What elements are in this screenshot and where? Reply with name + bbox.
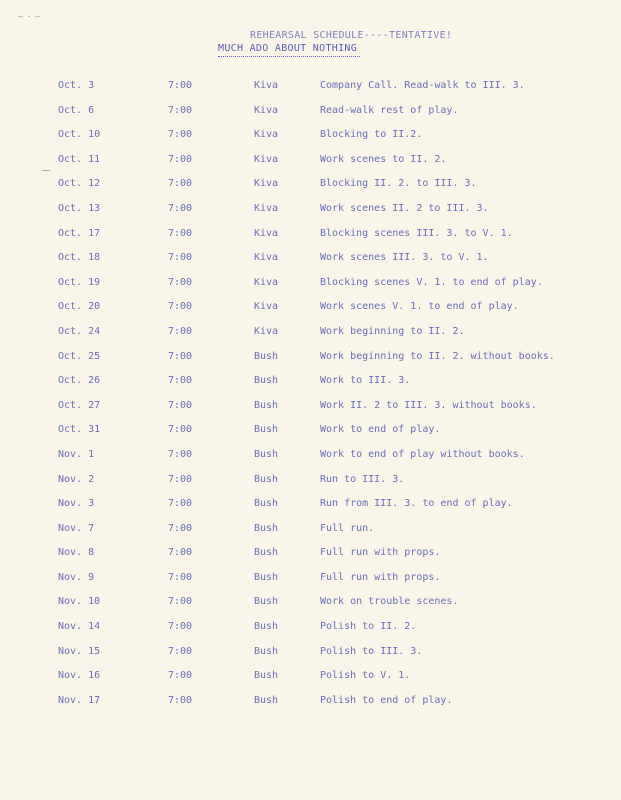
schedule-date: Nov. 9 xyxy=(58,571,95,583)
schedule-date: Oct. 18 xyxy=(58,252,101,264)
schedule-place: Kiva xyxy=(254,325,279,337)
schedule-date: Nov. 1 xyxy=(58,448,95,460)
schedule-time: 7:00 xyxy=(168,202,193,214)
schedule-description: Polish to V. 1. xyxy=(320,670,411,682)
schedule-place: Kiva xyxy=(254,153,279,165)
schedule-place: Kiva xyxy=(254,252,279,264)
schedule-time: 7:00 xyxy=(168,498,193,510)
schedule-description: Work scenes II. 2 to III. 3. xyxy=(320,202,489,214)
schedule-place: Bush xyxy=(254,694,279,706)
schedule-date: Oct. 3 xyxy=(58,80,95,91)
schedule-description: Polish to III. 3. xyxy=(320,645,423,657)
schedule-time: 7:00 xyxy=(168,596,193,608)
schedule-time: 7:00 xyxy=(168,276,193,288)
schedule-time: 7:00 xyxy=(168,547,193,559)
page-title: REHEARSAL SCHEDULE----TENTATIVE! xyxy=(250,30,453,41)
schedule-date: Nov. 10 xyxy=(58,596,101,608)
schedule-date: Nov. 7 xyxy=(58,522,95,534)
schedule-description: Work scenes V. 1. to end of play. xyxy=(320,301,519,313)
schedule-description: Blocking scenes III. 3. to V. 1. xyxy=(320,227,513,239)
schedule-time: 7:00 xyxy=(168,448,193,460)
schedule-date: Nov. 8 xyxy=(58,547,95,559)
schedule-row xyxy=(0,252,621,277)
schedule-row xyxy=(0,695,621,720)
schedule-time: 7:00 xyxy=(168,571,193,583)
schedule-date: Nov. 17 xyxy=(58,694,101,706)
schedule-description: Full run. xyxy=(320,522,375,534)
schedule-row xyxy=(0,547,621,572)
schedule-place: Bush xyxy=(254,498,279,510)
schedule-place: Bush xyxy=(254,547,279,559)
schedule-date: Oct. 12 xyxy=(58,178,101,190)
schedule-row xyxy=(0,375,621,400)
schedule-place: Kiva xyxy=(254,276,279,288)
schedule-description: Read-walk rest of play. xyxy=(320,104,459,116)
corner-mark: — · — xyxy=(18,12,40,21)
schedule-time: 7:00 xyxy=(168,301,193,313)
schedule-time: 7:00 xyxy=(168,424,193,436)
schedule-description: Run from III. 3. to end of play. xyxy=(320,498,513,510)
schedule-time: 7:00 xyxy=(168,694,193,706)
schedule-time: 7:00 xyxy=(168,104,193,116)
schedule-description: Run to III. 3. xyxy=(320,473,405,485)
schedule-row xyxy=(0,424,621,449)
schedule-description: Work scenes III. 3. to V. 1. xyxy=(320,252,489,264)
schedule-date: Nov. 16 xyxy=(58,670,101,682)
schedule-place: Bush xyxy=(254,621,279,633)
schedule-row xyxy=(0,154,621,179)
schedule-place: Kiva xyxy=(254,178,279,190)
schedule-date: Oct. 27 xyxy=(58,399,101,411)
schedule-description: Work beginning to II. 2. xyxy=(320,325,465,337)
schedule-date: Oct. 31 xyxy=(58,424,101,436)
schedule-date: Oct. 19 xyxy=(58,276,101,288)
schedule-time: 7:00 xyxy=(168,670,193,682)
schedule-time: 7:00 xyxy=(168,325,193,337)
schedule-description: Polish to end of play. xyxy=(320,694,453,706)
schedule-place: Kiva xyxy=(254,227,279,239)
schedule-description: Full run with props. xyxy=(320,547,441,559)
schedule-date: Nov. 2 xyxy=(58,473,95,485)
schedule-time: 7:00 xyxy=(168,129,193,141)
schedule-date: Oct. 11 xyxy=(58,153,101,165)
schedule-description: Work on trouble scenes. xyxy=(320,596,459,608)
schedule-date: Oct. 25 xyxy=(58,350,101,362)
schedule-row xyxy=(0,129,621,154)
schedule-place: Kiva xyxy=(254,104,279,116)
schedule-time: 7:00 xyxy=(168,252,193,264)
schedule-time: 7:00 xyxy=(168,153,193,165)
schedule-place: Kiva xyxy=(254,80,279,91)
schedule-row xyxy=(0,178,621,203)
schedule-place: Kiva xyxy=(254,129,279,141)
schedule-row xyxy=(0,498,621,523)
schedule-date: Nov. 15 xyxy=(58,645,101,657)
schedule-time: 7:00 xyxy=(168,621,193,633)
schedule-place: Kiva xyxy=(254,301,279,313)
schedule-time: 7:00 xyxy=(168,178,193,190)
schedule-row xyxy=(0,572,621,597)
schedule-description: Work beginning to II. 2. without books. xyxy=(320,350,555,362)
schedule-date: Oct. 24 xyxy=(58,325,101,337)
schedule-place: Bush xyxy=(254,596,279,608)
schedule-date: Oct. 6 xyxy=(58,104,95,116)
schedule-date: Oct. 17 xyxy=(58,227,101,239)
schedule-time: 7:00 xyxy=(168,80,193,91)
schedule-date: Oct. 10 xyxy=(58,129,101,141)
schedule-time: 7:00 xyxy=(168,522,193,534)
schedule-place: Bush xyxy=(254,399,279,411)
schedule-row xyxy=(0,474,621,499)
schedule-row xyxy=(0,596,621,621)
schedule-description: Company Call. Read-walk to III. 3. xyxy=(320,80,525,91)
schedule-place: Bush xyxy=(254,473,279,485)
schedule-place: Bush xyxy=(254,424,279,436)
schedule-row xyxy=(0,228,621,253)
schedule-row xyxy=(0,670,621,695)
schedule-time: 7:00 xyxy=(168,473,193,485)
schedule-place: Bush xyxy=(254,522,279,534)
schedule-time: 7:00 xyxy=(168,375,193,387)
schedule-place: Bush xyxy=(254,645,279,657)
schedule-description: Work scenes to II. 2. xyxy=(320,153,447,165)
schedule-place: Bush xyxy=(254,375,279,387)
schedule-place: Kiva xyxy=(254,202,279,214)
page-subtitle: MUCH ADO ABOUT NOTHING xyxy=(218,43,358,54)
schedule-description: Blocking scenes V. 1. to end of play. xyxy=(320,276,543,288)
schedule-row xyxy=(0,646,621,671)
schedule-date: Oct. 20 xyxy=(58,301,101,313)
schedule-description: Polish to II. 2. xyxy=(320,621,417,633)
schedule-description: Blocking to II.2. xyxy=(320,129,423,141)
schedule-place: Bush xyxy=(254,448,279,460)
schedule-row xyxy=(0,523,621,548)
schedule-list xyxy=(0,80,621,719)
schedule-description: Full run with props. xyxy=(320,571,441,583)
schedule-row xyxy=(0,351,621,376)
schedule-description: Work II. 2 to III. 3. without books. xyxy=(320,399,537,411)
schedule-description: Work to III. 3. xyxy=(320,375,411,387)
schedule-row xyxy=(0,400,621,425)
schedule-description: Blocking II. 2. to III. 3. xyxy=(320,178,477,190)
schedule-row xyxy=(0,203,621,228)
schedule-place: Bush xyxy=(254,670,279,682)
schedule-row xyxy=(0,80,621,105)
schedule-row xyxy=(0,105,621,130)
schedule-row xyxy=(0,301,621,326)
schedule-description: Work to end of play without books. xyxy=(320,448,525,460)
schedule-time: 7:00 xyxy=(168,227,193,239)
schedule-row xyxy=(0,277,621,302)
schedule-date: Nov. 3 xyxy=(58,498,95,510)
schedule-row xyxy=(0,621,621,646)
schedule-time: 7:00 xyxy=(168,399,193,411)
schedule-time: 7:00 xyxy=(168,645,193,657)
schedule-description: Work to end of play. xyxy=(320,424,441,436)
schedule-row xyxy=(0,326,621,351)
schedule-place: Bush xyxy=(254,571,279,583)
schedule-row xyxy=(0,449,621,474)
schedule-date: Nov. 14 xyxy=(58,621,101,633)
schedule-date: Oct. 26 xyxy=(58,375,101,387)
schedule-place: Bush xyxy=(254,350,279,362)
schedule-time: 7:00 xyxy=(168,350,193,362)
schedule-date: Oct. 13 xyxy=(58,202,101,214)
subtitle-underline xyxy=(218,56,360,57)
